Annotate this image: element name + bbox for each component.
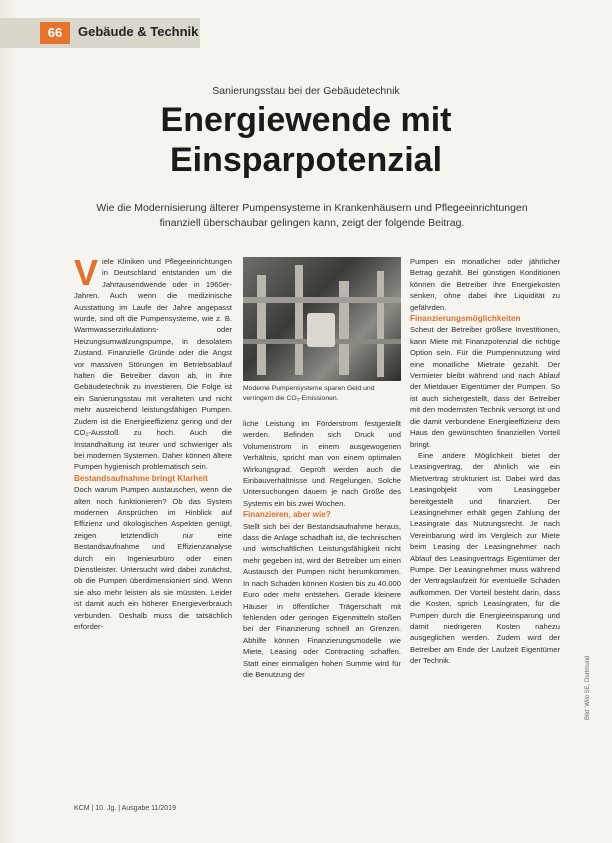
subheading: Finanzierungsmöglichkeiten <box>410 314 521 324</box>
photo-caption: Moderne Pumpensysteme sparen Geld und verringern die CO₂-Emissionen. <box>243 385 375 402</box>
subheading: Finanzieren, aber wie? <box>243 510 331 520</box>
page-number: 66 <box>40 22 70 44</box>
photo-credit: Bild: Wilo SE, Dortmund <box>585 655 591 720</box>
headline-line-1: Energiewende mit <box>160 101 452 139</box>
paragraph: iele Kliniken und Pflegeeinrichtungen in Deutschland entstanden um die Jahrtausendwende oder in 1960er-Jahren. Auch wenn die medizinische Ausstattung im Laufe der Jahre angepasst wurde, sind oft die Pumpensysteme, wie z. B. Warmwasserzirkulations- oder Heizungsumwälzungspumpe, in desolatem Zustand. Finanzielle Gründe oder die Angst vor massiven Störungen im Betriebsablauf halten die Betreiber davon ab, in ihre Gebäudetechnik zu investieren. Die Folge ist ein Sanierungsstau mit veralteten und nicht mehr ausreichend leistungsfähigen Pumpen. Zudem ist die Energieeffizienz gering und der CO₂-Ausstoß zu hoch. Auch die Instandhaltung ist teurer und schwieriger als bei modernen Systemen. Daher können ältere Pumpen hygienisch problematisch sein. <box>74 257 232 472</box>
paragraph: Scheut der Betreiber größere Investitionen, kann Miete mit Finanzpotenzial die richtige Option sein. Für die Pumpennutzung wird eine monatliche Mietrate gezahlt. Der Vermieter bleibt während und nach Ablauf der Mietdauer Eigentümer der Pumpen. So ist auch sichergestellt, dass der Betreiber mit den modernsten Technik versorgt ist und die damit verbundene Energieeffizienz dem Haus den gewünschten finanziellen Vorteil bringt. <box>410 325 560 449</box>
section-title: Gebäude & Technik <box>78 24 199 39</box>
article-kicker: Sanierungsstau bei der Gebäudetechnik <box>212 85 400 97</box>
page-footer: KCM | 10. Jg. | Ausgabe 11/2019 <box>74 805 176 812</box>
article-lead: Wie die Modernisierung älterer Pumpensysteme in Krankenhäusern und Pflegeeinrichtungen finanziell überschaubar gelingen kann, zeigt der folgende Beitrag. <box>96 202 528 229</box>
paragraph: Stellt sich bei der Bestandsaufnahme heraus, dass die Anlage schadhaft ist, die technischen und wirtschaftlichen Leistungsfähigkeit nicht mehr gegeben ist, wird der Betreiber um einen Austausch der Pumpen nicht herumkommen. In nach Schaden können Kosten bis zu 40.000 Euro oder mehr entstehen. Gerade kleinere Häuser in öffentlicher Trägerschaft mit fehlenden oder geringen Eigenmitteln stoßen bei der Finanzierung schnell an Grenzen. Abhilfe können Finanzierungsmodelle wie Miete, Leasing oder Contracting schaffen. Statt einer einmaligen hohen Summe wird für die Benutzung der <box>243 521 401 679</box>
text-column-3 <box>410 256 560 667</box>
subheading: Bestandsaufnahme bringt Klarheit <box>74 473 208 483</box>
paragraph: Eine andere Möglichkeit bietet der Leasingvertrag, der ähnlich wie ein Mietvertrag strukturiert ist. Dabei wird das Leasingobjekt vom Leasinggeber bereitgestellt und finanziert. Der Leasingnehmer erhält gegen Zahlung der Leasingrate das Nutzungsrecht. Je nach Vereinbarung wird im Vergleich zur Miete beim Leasing der Leasingnehmer nach Ablauf des Leasingvertrags Eigentümer der Pumpe. Der Leasingnehmer muss während der Vertragslaufzeit für eventuelle Schäden aufkommen. Der Vorteil besteht darin, dass die Kosten, sprich Leasingraten, für die Pumpen durch die Energieeinsparung und damit niedrigeren Kosten nahezu ausgeglichen werden. Zudem wird der Betreiber am Ende der Laufzeit Eigentümer der Technik. <box>410 450 560 666</box>
dropcap: V <box>74 252 99 293</box>
paragraph: Doch warum Pumpen austauschen, wenn die alten noch funktionieren? Ob das System modernen Ansprüchen im Hinblick auf Effizienz und ökologischen Aspekten genügt, zeigen letztendlich nur eine Bestandsaufnahme und Effizienzanalyse durch ein Ingenieurbüro oder einen Dienstleister. Untersucht wird dabei zunächst, ob die Pumpen überdimensioniert sind. Wenn sie also mehr leisten als sie müssten. Leider ist damit auch ein höherer Energieverbrauch verbunden. Deshalb muss die tatsächlich erforder- <box>74 485 232 631</box>
paragraph: liche Leistung im Förderstrom festgestellt werden. Befinden sich Druck und Volumenstrom in einem ausgewogenen Verhältnis, spricht man von einem optimalen Wirkungsgrad. Geprüft werden auch die Einbauverhältnisse und Regelungen. Solche Untersuchungen dauern je nach Größe des Systems ein bis zwei Wochen. <box>243 419 401 508</box>
text-column-2 <box>243 418 401 680</box>
article-headline <box>0 100 612 180</box>
headline-line-2: Einsparpotenzial <box>169 141 443 179</box>
text-column-1 <box>74 252 232 632</box>
paragraph: Pumpen ein monatlicher oder jährlicher Betrag gezahlt. Bei günstigen Konditionen können die Betreiber ihre Energiekosten senken, ohne dabei ihre Liquidität zu gefährden. <box>410 257 560 312</box>
pump-system-photo <box>243 257 401 381</box>
